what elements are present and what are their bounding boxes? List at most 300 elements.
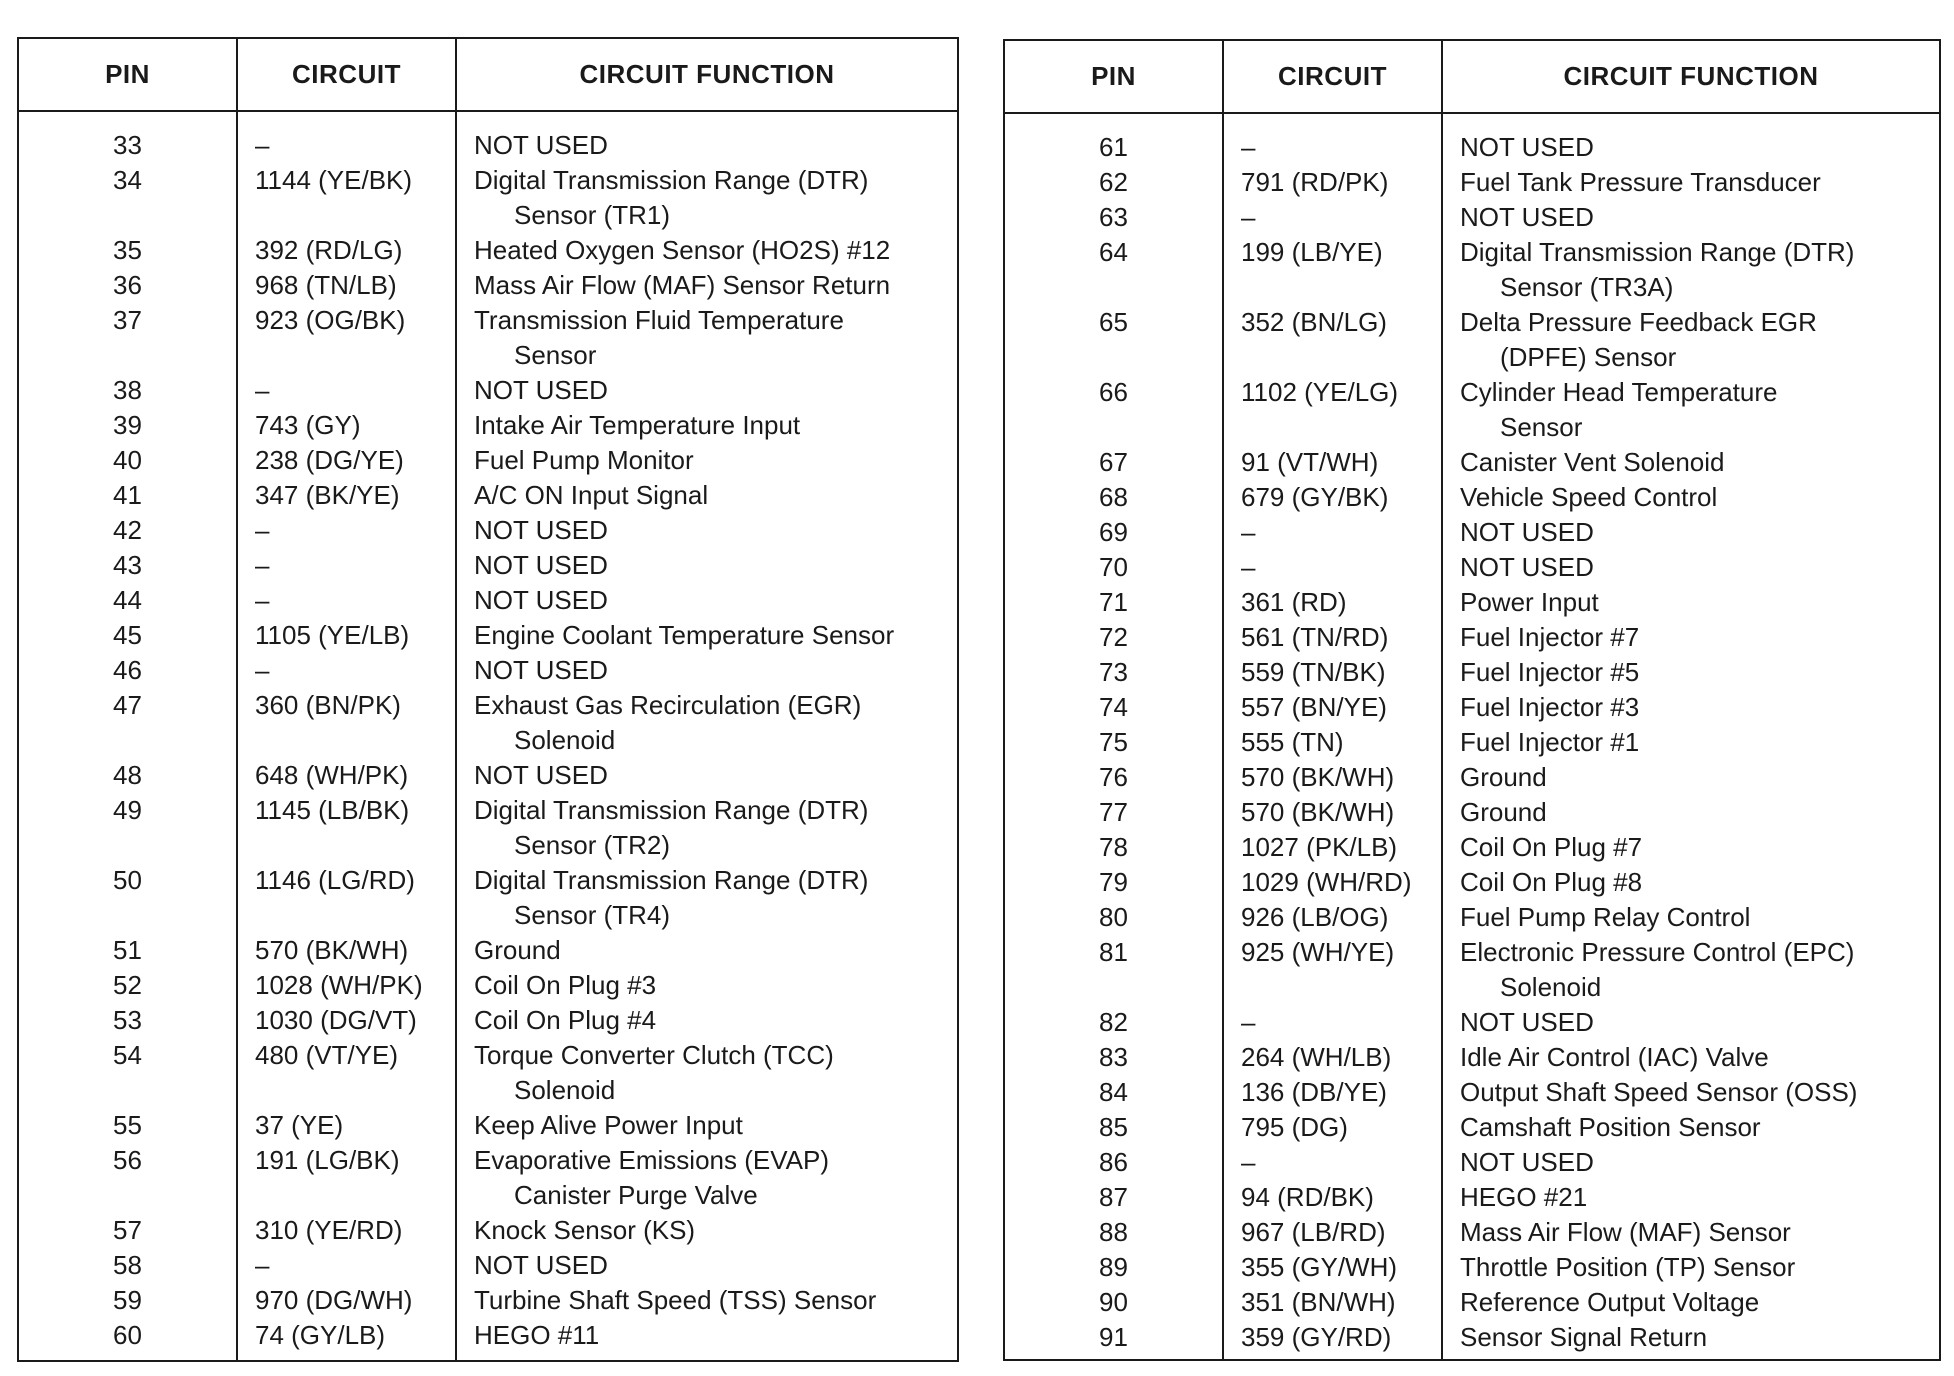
table-row bbox=[1005, 935, 1939, 1005]
table-row bbox=[1005, 1075, 1939, 1110]
circuit-function bbox=[474, 793, 868, 863]
circuit-id: – bbox=[255, 130, 270, 160]
function-text: Fuel Tank Pressure Transducer bbox=[1460, 167, 1821, 197]
function-text: HEGO #11 bbox=[474, 1320, 600, 1350]
table-row bbox=[1005, 305, 1939, 375]
circuit-function bbox=[1460, 830, 1642, 865]
circuit-id: 191 (LG/BK) bbox=[255, 1145, 400, 1175]
table-row bbox=[19, 408, 957, 443]
function-text: Fuel Injector #1 bbox=[1460, 727, 1640, 757]
circuit-id: 347 (BK/YE) bbox=[255, 480, 400, 510]
table-row bbox=[1005, 1180, 1939, 1215]
table-row bbox=[19, 303, 957, 373]
circuit-function bbox=[474, 443, 694, 478]
function-text: Delta Pressure Feedback EGR bbox=[1460, 307, 1817, 337]
table-row bbox=[19, 618, 957, 653]
pin-number: 59 bbox=[113, 1285, 142, 1315]
circuit-function bbox=[474, 933, 561, 968]
pin-number: 91 bbox=[1099, 1322, 1128, 1352]
function-text: Turbine Shaft Speed (TSS) Sensor bbox=[474, 1285, 877, 1315]
function-text: NOT USED bbox=[474, 655, 608, 685]
circuit-id: 967 (LB/RD) bbox=[1241, 1217, 1386, 1247]
function-text-continued: Sensor (TR3A) bbox=[1500, 272, 1674, 302]
table-row bbox=[19, 758, 957, 793]
table-row bbox=[1005, 375, 1939, 445]
circuit-function bbox=[1460, 760, 1547, 795]
table-row bbox=[1005, 1110, 1939, 1145]
table-row bbox=[19, 863, 957, 933]
circuit-id: – bbox=[1241, 517, 1256, 547]
circuit-function bbox=[1460, 1215, 1791, 1250]
function-text: Digital Transmission Range (DTR) bbox=[474, 865, 869, 895]
pin-number: 75 bbox=[1099, 727, 1128, 757]
circuit-function bbox=[474, 968, 656, 1003]
pin-number: 63 bbox=[1099, 202, 1128, 232]
circuit-id: 74 (GY/LB) bbox=[255, 1320, 386, 1350]
table-row bbox=[1005, 1145, 1939, 1180]
circuit-function bbox=[1460, 235, 1854, 305]
table-row bbox=[19, 443, 957, 478]
circuit-function bbox=[1460, 305, 1817, 375]
function-text: Fuel Pump Monitor bbox=[474, 445, 694, 475]
circuit-function bbox=[474, 233, 890, 268]
pin-number: 55 bbox=[113, 1110, 142, 1140]
pin-number: 65 bbox=[1099, 307, 1128, 337]
table-row bbox=[19, 128, 957, 163]
pin-number: 64 bbox=[1099, 237, 1128, 267]
table-row bbox=[1005, 865, 1939, 900]
pin-number: 72 bbox=[1099, 622, 1128, 652]
function-text: NOT USED bbox=[474, 585, 608, 615]
function-text: Intake Air Temperature Input bbox=[474, 410, 801, 440]
table-row bbox=[19, 583, 957, 618]
pin-number: 50 bbox=[113, 865, 142, 895]
circuit-id: 264 (WH/LB) bbox=[1241, 1042, 1392, 1072]
circuit-function bbox=[1460, 900, 1750, 935]
table-row bbox=[1005, 1040, 1939, 1075]
table-row bbox=[19, 1213, 957, 1248]
function-text: NOT USED bbox=[1460, 552, 1594, 582]
circuit-function bbox=[474, 618, 894, 653]
circuit-id: – bbox=[255, 515, 270, 545]
circuit-function bbox=[1460, 165, 1821, 200]
pin-column-header: PIN bbox=[1091, 61, 1136, 91]
circuit-function bbox=[1460, 865, 1642, 900]
pinout-table-right bbox=[1003, 39, 1941, 1361]
circuit-id: 1102 (YE/LG) bbox=[1241, 377, 1399, 407]
function-text: HEGO #21 bbox=[1460, 1182, 1588, 1212]
circuit-id: 570 (BK/WH) bbox=[255, 935, 409, 965]
pin-number: 44 bbox=[113, 585, 142, 615]
circuit-id: – bbox=[1241, 1007, 1256, 1037]
table-row bbox=[19, 1003, 957, 1038]
function-text: NOT USED bbox=[1460, 1007, 1594, 1037]
function-text-continued: Canister Purge Valve bbox=[514, 1180, 758, 1210]
circuit-function bbox=[1460, 1285, 1759, 1320]
table-row bbox=[19, 1038, 957, 1108]
pin-number: 73 bbox=[1099, 657, 1128, 687]
pin-number: 39 bbox=[113, 410, 142, 440]
table-row bbox=[1005, 1005, 1939, 1040]
pin-number: 89 bbox=[1099, 1252, 1128, 1282]
function-text: Fuel Injector #3 bbox=[1460, 692, 1640, 722]
circuit-function bbox=[474, 128, 608, 163]
circuit-function bbox=[1460, 655, 1639, 690]
pin-number: 62 bbox=[1099, 167, 1128, 197]
table-row bbox=[1005, 200, 1939, 235]
function-text: Mass Air Flow (MAF) Sensor bbox=[1460, 1217, 1791, 1247]
table-header bbox=[19, 39, 957, 112]
table-row bbox=[19, 968, 957, 1003]
table-row bbox=[19, 548, 957, 583]
circuit-column-header: CIRCUIT bbox=[1278, 61, 1387, 91]
function-text: NOT USED bbox=[474, 550, 608, 580]
function-text: NOT USED bbox=[474, 760, 608, 790]
pin-number: 76 bbox=[1099, 762, 1128, 792]
circuit-function bbox=[474, 1038, 834, 1108]
table-row bbox=[1005, 1250, 1939, 1285]
pin-number: 86 bbox=[1099, 1147, 1128, 1177]
circuit-id: 352 (BN/LG) bbox=[1241, 307, 1387, 337]
circuit-function bbox=[474, 863, 868, 933]
function-text: NOT USED bbox=[1460, 132, 1594, 162]
circuit-id: 926 (LB/OG) bbox=[1241, 902, 1389, 932]
circuit-id: 355 (GY/WH) bbox=[1241, 1252, 1398, 1282]
table-row bbox=[1005, 480, 1939, 515]
circuit-id: 37 (YE) bbox=[255, 1110, 344, 1140]
circuit-function bbox=[474, 688, 861, 758]
function-column-header: CIRCUIT FUNCTION bbox=[1563, 61, 1819, 91]
circuit-id: 1105 (YE/LB) bbox=[255, 620, 410, 650]
pin-number: 56 bbox=[113, 1145, 142, 1175]
function-text: Transmission Fluid Temperature bbox=[474, 305, 844, 335]
pin-number: 83 bbox=[1099, 1042, 1128, 1072]
pin-number: 49 bbox=[113, 795, 142, 825]
circuit-id: – bbox=[255, 585, 270, 615]
circuit-id: 925 (WH/YE) bbox=[1241, 937, 1395, 967]
circuit-function bbox=[474, 373, 608, 408]
table-row bbox=[19, 793, 957, 863]
function-text-continued: Sensor bbox=[514, 340, 597, 370]
table-row bbox=[1005, 165, 1939, 200]
function-column-header: CIRCUIT FUNCTION bbox=[579, 59, 835, 89]
circuit-function bbox=[474, 1143, 829, 1213]
circuit-id: 310 (YE/RD) bbox=[255, 1215, 403, 1245]
circuit-function bbox=[474, 1108, 743, 1143]
table-row bbox=[1005, 830, 1939, 865]
table-row bbox=[19, 513, 957, 548]
pin-number: 47 bbox=[113, 690, 142, 720]
circuit-id: 1145 (LB/BK) bbox=[255, 795, 410, 825]
pin-number: 71 bbox=[1099, 587, 1128, 617]
function-text: Electronic Pressure Control (EPC) bbox=[1460, 937, 1855, 967]
circuit-function bbox=[1460, 1250, 1795, 1285]
table-row bbox=[19, 1318, 957, 1353]
table-row bbox=[1005, 620, 1939, 655]
circuit-function bbox=[474, 548, 608, 583]
circuit-function bbox=[474, 1003, 656, 1038]
pin-number: 41 bbox=[113, 480, 142, 510]
pin-number: 54 bbox=[113, 1040, 142, 1070]
table-row bbox=[19, 1248, 957, 1283]
function-text: Evaporative Emissions (EVAP) bbox=[474, 1145, 829, 1175]
pin-number: 68 bbox=[1099, 482, 1128, 512]
table-row bbox=[19, 1108, 957, 1143]
function-text: Fuel Pump Relay Control bbox=[1460, 902, 1751, 932]
function-text: Ground bbox=[474, 935, 561, 965]
circuit-id: 392 (RD/LG) bbox=[255, 235, 403, 265]
table-row bbox=[1005, 655, 1939, 690]
circuit-function bbox=[474, 653, 608, 688]
pin-number: 70 bbox=[1099, 552, 1128, 582]
circuit-id: 555 (TN) bbox=[1241, 727, 1344, 757]
circuit-function bbox=[1460, 585, 1599, 620]
circuit-id: 1146 (LG/RD) bbox=[255, 865, 415, 895]
pin-number: 69 bbox=[1099, 517, 1128, 547]
function-text: Engine Coolant Temperature Sensor bbox=[474, 620, 895, 650]
pin-number: 35 bbox=[113, 235, 142, 265]
function-text-continued: Sensor (TR4) bbox=[514, 900, 671, 930]
circuit-id: – bbox=[255, 550, 270, 580]
circuit-id: 791 (RD/PK) bbox=[1241, 167, 1389, 197]
circuit-function bbox=[1460, 1110, 1761, 1145]
circuit-id: 238 (DG/YE) bbox=[255, 445, 404, 475]
function-text: NOT USED bbox=[474, 1250, 608, 1280]
table-row bbox=[1005, 235, 1939, 305]
function-text: Reference Output Voltage bbox=[1460, 1287, 1760, 1317]
function-text: Idle Air Control (IAC) Valve bbox=[1460, 1042, 1769, 1072]
table-row bbox=[19, 478, 957, 513]
function-text: Heated Oxygen Sensor (HO2S) #12 bbox=[474, 235, 891, 265]
circuit-id: 94 (RD/BK) bbox=[1241, 1182, 1374, 1212]
function-text-continued: Sensor (TR1) bbox=[514, 200, 671, 230]
function-text: NOT USED bbox=[474, 130, 608, 160]
pin-number: 87 bbox=[1099, 1182, 1128, 1212]
circuit-id: 570 (BK/WH) bbox=[1241, 797, 1395, 827]
table-row bbox=[19, 373, 957, 408]
circuit-id: 136 (DB/YE) bbox=[1241, 1077, 1387, 1107]
function-text-continued: (DPFE) Sensor bbox=[1500, 342, 1677, 372]
circuit-id: 923 (OG/BK) bbox=[255, 305, 406, 335]
circuit-column-header: CIRCUIT bbox=[292, 59, 401, 89]
function-text: Power Input bbox=[1460, 587, 1599, 617]
pin-number: 48 bbox=[113, 760, 142, 790]
function-text-continued: Solenoid bbox=[514, 1075, 616, 1105]
circuit-id: 1030 (DG/VT) bbox=[255, 1005, 417, 1035]
function-text: Output Shaft Speed Sensor (OSS) bbox=[1460, 1077, 1858, 1107]
circuit-function bbox=[474, 758, 608, 793]
pin-number: 34 bbox=[113, 165, 142, 195]
pin-number: 84 bbox=[1099, 1077, 1128, 1107]
table-body bbox=[1005, 130, 1939, 1355]
circuit-function bbox=[474, 1283, 876, 1318]
circuit-function bbox=[474, 1213, 695, 1248]
pin-number: 67 bbox=[1099, 447, 1128, 477]
function-text: Exhaust Gas Recirculation (EGR) bbox=[474, 690, 862, 720]
function-text: Coil On Plug #8 bbox=[1460, 867, 1643, 897]
table-row bbox=[1005, 725, 1939, 760]
function-text: Camshaft Position Sensor bbox=[1460, 1112, 1761, 1142]
pin-number: 82 bbox=[1099, 1007, 1128, 1037]
pin-number: 42 bbox=[113, 515, 142, 545]
circuit-function bbox=[474, 583, 608, 618]
circuit-id: 561 (TN/RD) bbox=[1241, 622, 1389, 652]
circuit-id: – bbox=[255, 1250, 270, 1280]
table-row bbox=[1005, 585, 1939, 620]
function-text-continued: Sensor (TR2) bbox=[514, 830, 671, 860]
circuit-function bbox=[1460, 1040, 1769, 1075]
pin-number: 88 bbox=[1099, 1217, 1128, 1247]
circuit-function bbox=[1460, 1145, 1594, 1180]
pin-number: 37 bbox=[113, 305, 142, 335]
circuit-id: 1029 (WH/RD) bbox=[1241, 867, 1412, 897]
function-text: Sensor Signal Return bbox=[1460, 1322, 1708, 1352]
circuit-function bbox=[474, 268, 890, 303]
circuit-function bbox=[1460, 725, 1639, 760]
function-text: NOT USED bbox=[1460, 1147, 1594, 1177]
pin-number: 45 bbox=[113, 620, 142, 650]
circuit-function bbox=[1460, 130, 1594, 165]
function-text: Mass Air Flow (MAF) Sensor Return bbox=[474, 270, 891, 300]
circuit-id: – bbox=[1241, 552, 1256, 582]
pin-number: 33 bbox=[113, 130, 142, 160]
table-body bbox=[19, 128, 957, 1353]
pin-number: 78 bbox=[1099, 832, 1128, 862]
pin-number: 77 bbox=[1099, 797, 1128, 827]
circuit-function bbox=[1460, 1320, 1707, 1355]
function-text: Keep Alive Power Input bbox=[474, 1110, 743, 1140]
table-row bbox=[1005, 1320, 1939, 1355]
pinout-table-left bbox=[17, 37, 959, 1362]
circuit-id: 648 (WH/PK) bbox=[255, 760, 409, 790]
function-text: Coil On Plug #3 bbox=[474, 970, 657, 1000]
circuit-id: 361 (RD) bbox=[1241, 587, 1347, 617]
function-text: NOT USED bbox=[474, 515, 608, 545]
circuit-id: 570 (BK/WH) bbox=[1241, 762, 1395, 792]
function-text: Canister Vent Solenoid bbox=[1460, 447, 1725, 477]
pin-column-header: PIN bbox=[105, 59, 150, 89]
function-text: NOT USED bbox=[1460, 202, 1594, 232]
circuit-function bbox=[474, 1248, 608, 1283]
circuit-id: 559 (TN/BK) bbox=[1241, 657, 1386, 687]
pin-number: 81 bbox=[1099, 937, 1128, 967]
table-row bbox=[1005, 515, 1939, 550]
circuit-function bbox=[474, 303, 844, 373]
circuit-id: 557 (BN/YE) bbox=[1241, 692, 1387, 722]
pin-number: 38 bbox=[113, 375, 142, 405]
circuit-id: 968 (TN/LB) bbox=[255, 270, 397, 300]
circuit-id: – bbox=[1241, 202, 1256, 232]
table-row bbox=[1005, 900, 1939, 935]
circuit-function bbox=[1460, 1005, 1594, 1040]
circuit-id: 679 (GY/BK) bbox=[1241, 482, 1389, 512]
pin-number: 80 bbox=[1099, 902, 1128, 932]
pin-number: 53 bbox=[113, 1005, 142, 1035]
circuit-id: 351 (BN/WH) bbox=[1241, 1287, 1396, 1317]
function-text-continued: Sensor bbox=[1500, 412, 1583, 442]
function-text-continued: Solenoid bbox=[1500, 972, 1602, 1002]
pin-number: 46 bbox=[113, 655, 142, 685]
function-text: Ground bbox=[1460, 762, 1547, 792]
circuit-function bbox=[1460, 690, 1639, 725]
function-text: Cylinder Head Temperature bbox=[1460, 377, 1778, 407]
function-text: NOT USED bbox=[1460, 517, 1594, 547]
circuit-id: 91 (VT/WH) bbox=[1241, 447, 1379, 477]
circuit-function bbox=[474, 478, 708, 513]
pin-number: 90 bbox=[1099, 1287, 1128, 1317]
pin-number: 57 bbox=[113, 1215, 142, 1245]
pin-number: 74 bbox=[1099, 692, 1128, 722]
circuit-id: 1144 (YE/BK) bbox=[255, 165, 413, 195]
pin-number: 51 bbox=[113, 935, 142, 965]
function-text: Fuel Injector #7 bbox=[1460, 622, 1640, 652]
function-text: Coil On Plug #4 bbox=[474, 1005, 657, 1035]
pin-number: 58 bbox=[113, 1250, 142, 1280]
function-text: NOT USED bbox=[474, 375, 608, 405]
circuit-function bbox=[1460, 795, 1547, 830]
table-row bbox=[1005, 550, 1939, 585]
circuit-function bbox=[1460, 200, 1594, 235]
function-text-continued: Solenoid bbox=[514, 725, 616, 755]
function-text: Fuel Injector #5 bbox=[1460, 657, 1640, 687]
pin-number: 85 bbox=[1099, 1112, 1128, 1142]
circuit-id: 1028 (WH/PK) bbox=[255, 970, 423, 1000]
pin-number: 36 bbox=[113, 270, 142, 300]
function-text: Ground bbox=[1460, 797, 1547, 827]
function-text: Vehicle Speed Control bbox=[1460, 482, 1718, 512]
circuit-function bbox=[1460, 1075, 1857, 1110]
table-row bbox=[1005, 1285, 1939, 1320]
circuit-id: 480 (VT/YE) bbox=[255, 1040, 399, 1070]
circuit-function bbox=[1460, 480, 1717, 515]
function-text: Coil On Plug #7 bbox=[1460, 832, 1643, 862]
circuit-function bbox=[1460, 620, 1639, 655]
table-row bbox=[1005, 795, 1939, 830]
circuit-function bbox=[1460, 550, 1594, 585]
circuit-id: – bbox=[1241, 132, 1256, 162]
table-row bbox=[1005, 1215, 1939, 1250]
circuit-function bbox=[1460, 375, 1777, 445]
circuit-id: 360 (BN/PK) bbox=[255, 690, 401, 720]
table-row bbox=[19, 233, 957, 268]
pin-number: 66 bbox=[1099, 377, 1128, 407]
circuit-id: 970 (DG/WH) bbox=[255, 1285, 413, 1315]
circuit-id: – bbox=[255, 655, 270, 685]
circuit-id: 199 (LB/YE) bbox=[1241, 237, 1383, 267]
circuit-function bbox=[474, 163, 868, 233]
circuit-function bbox=[1460, 935, 1854, 1005]
table-row bbox=[1005, 690, 1939, 725]
circuit-id: 795 (DG) bbox=[1241, 1112, 1348, 1142]
function-text: Torque Converter Clutch (TCC) bbox=[474, 1040, 834, 1070]
table-row bbox=[19, 268, 957, 303]
circuit-function bbox=[474, 1318, 599, 1353]
table-row bbox=[1005, 445, 1939, 480]
pin-number: 40 bbox=[113, 445, 142, 475]
table-row bbox=[1005, 130, 1939, 165]
circuit-id: – bbox=[1241, 1147, 1256, 1177]
circuit-id: 743 (GY) bbox=[255, 410, 361, 440]
circuit-function bbox=[1460, 445, 1725, 480]
table-row bbox=[19, 688, 957, 758]
circuit-id: 1027 (PK/LB) bbox=[1241, 832, 1398, 862]
pin-number: 52 bbox=[113, 970, 142, 1000]
circuit-function bbox=[1460, 515, 1594, 550]
table-row bbox=[19, 933, 957, 968]
function-text: Digital Transmission Range (DTR) bbox=[474, 165, 869, 195]
function-text: Knock Sensor (KS) bbox=[474, 1215, 696, 1245]
circuit-function bbox=[474, 408, 800, 443]
